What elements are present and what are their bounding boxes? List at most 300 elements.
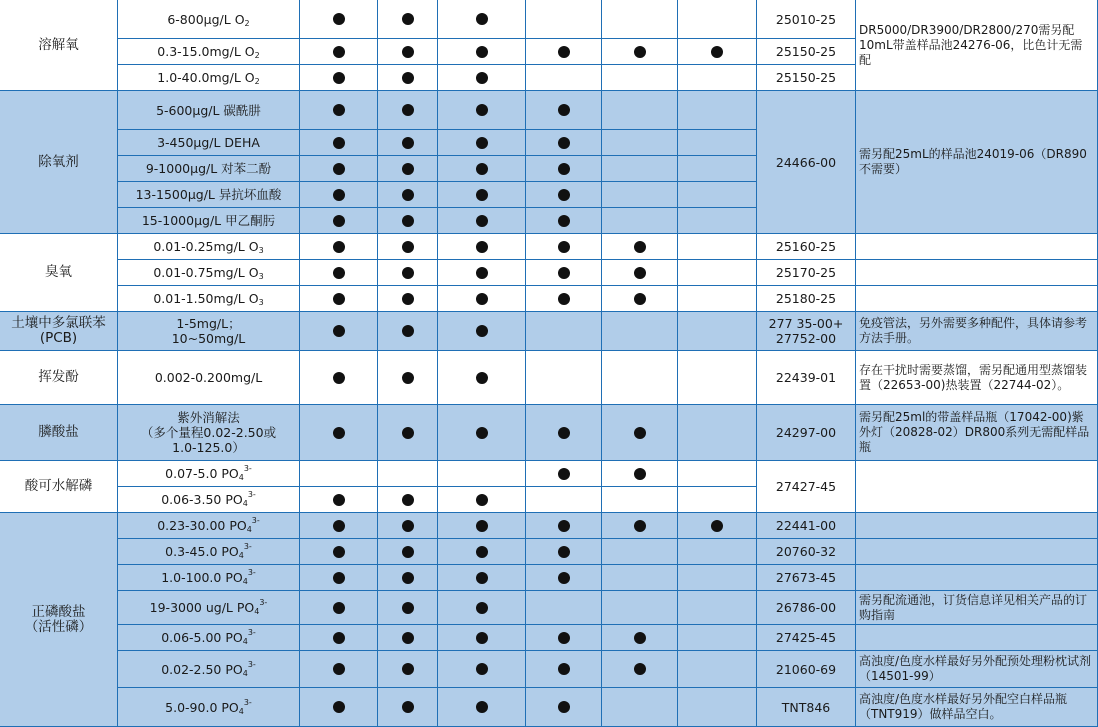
supported-dot-icon xyxy=(476,13,488,25)
subscript: 4 xyxy=(242,499,248,508)
instrument-cell xyxy=(300,286,378,312)
instrument-cell xyxy=(602,513,678,539)
note-cell xyxy=(856,260,1098,286)
superscript: 3- xyxy=(243,542,252,551)
range-text: 0.06-3.50 PO xyxy=(161,492,243,507)
catalog-number: 25180-25 xyxy=(775,291,837,306)
supported-dot-icon xyxy=(476,325,488,337)
range-cell xyxy=(118,539,300,565)
supported-dot-icon xyxy=(476,189,488,201)
instrument-cell xyxy=(678,312,757,351)
range-text: 13-1500µg/L 异抗坏血酸 xyxy=(135,187,282,202)
instrument-cell xyxy=(300,591,378,625)
superscript: 3- xyxy=(251,516,260,525)
instrument-cell xyxy=(678,208,757,234)
instrument-cell xyxy=(526,260,602,286)
instrument-cell xyxy=(678,130,757,156)
supported-dot-icon xyxy=(476,137,488,149)
note-cell xyxy=(856,591,1098,625)
supported-dot-icon xyxy=(402,137,414,149)
instrument-cell xyxy=(678,91,757,130)
instrument-cell xyxy=(300,91,378,130)
parameter-name: 酸可水解磷 xyxy=(24,478,93,494)
subscript: 4 xyxy=(246,525,252,534)
catalog-number-cell xyxy=(757,405,856,461)
catalog-number: TNT846 xyxy=(781,699,831,715)
instrument-cell xyxy=(602,39,678,65)
instrument-cell xyxy=(438,688,526,727)
instrument-cell xyxy=(300,651,378,688)
instrument-cell xyxy=(300,156,378,182)
range-cell xyxy=(118,351,300,405)
note-text: 存在干扰时需要蒸馏，需另配通用型蒸馏装置（22653-00)热装置（22744-02）。 xyxy=(859,362,1088,392)
supported-dot-icon xyxy=(476,546,488,558)
range-text: 15-1000µg/L 甲乙酮肟 xyxy=(141,213,276,228)
parameter-name: 臭氧 xyxy=(45,264,72,280)
catalog-number-cell xyxy=(757,688,856,727)
instrument-cell xyxy=(526,513,602,539)
note-cell xyxy=(856,351,1098,405)
instrument-cell xyxy=(602,688,678,727)
instrument-cell xyxy=(378,688,438,727)
instrument-cell xyxy=(378,461,438,487)
instrument-cell xyxy=(678,286,757,312)
superscript: 3- xyxy=(247,628,256,637)
parameter-cell xyxy=(0,351,118,405)
supported-dot-icon xyxy=(558,701,570,713)
parameter-cell xyxy=(0,405,118,461)
instrument-cell xyxy=(678,565,757,591)
supported-dot-icon xyxy=(476,632,488,644)
subscript: 3 xyxy=(258,272,264,281)
instrument-cell xyxy=(526,487,602,513)
catalog-number-cell xyxy=(757,539,856,565)
supported-dot-icon xyxy=(711,46,723,58)
range-text: 0.002-0.200mg/L xyxy=(154,370,263,385)
supported-dot-icon xyxy=(558,267,570,279)
superscript: 3- xyxy=(247,490,256,499)
instrument-cell xyxy=(378,260,438,286)
instrument-cell xyxy=(526,651,602,688)
supported-dot-icon xyxy=(402,602,414,614)
supported-dot-icon xyxy=(402,325,414,337)
instrument-cell xyxy=(678,234,757,260)
instrument-cell xyxy=(378,565,438,591)
parameter-name: 溶解氧 xyxy=(38,36,79,53)
instrument-cell xyxy=(438,286,526,312)
catalog-number-cell xyxy=(757,234,856,260)
range-text: 5.0-90.0 PO xyxy=(165,699,239,715)
instrument-cell xyxy=(378,591,438,625)
instrument-cell xyxy=(602,312,678,351)
instrument-cell xyxy=(526,688,602,727)
instrument-cell xyxy=(378,91,438,130)
range-cell xyxy=(118,182,300,208)
superscript: 3- xyxy=(247,659,256,669)
supported-dot-icon xyxy=(558,189,570,201)
range-text: 0.02-2.50 PO xyxy=(161,661,243,677)
instrument-cell xyxy=(602,65,678,91)
supported-dot-icon xyxy=(558,46,570,58)
instrument-cell xyxy=(438,591,526,625)
supported-dot-icon xyxy=(476,241,488,253)
supported-dot-icon xyxy=(333,293,345,305)
supported-dot-icon xyxy=(402,46,414,58)
supported-dot-icon xyxy=(333,46,345,58)
instrument-cell xyxy=(602,208,678,234)
subscript: 4 xyxy=(254,607,260,616)
range-text: 5-600µg/L 碳酰肼 xyxy=(156,102,261,118)
note-text: DR5000/DR3900/DR2800/270需另配10mL带盖样品池24276-06，比色计无需配 xyxy=(859,22,1083,67)
instrument-cell xyxy=(602,487,678,513)
supported-dot-icon xyxy=(402,663,414,675)
subscript: 2 xyxy=(244,18,250,28)
instrument-cell xyxy=(678,487,757,513)
supported-dot-icon xyxy=(476,372,488,384)
note-cell xyxy=(856,0,1098,91)
range-cell xyxy=(118,651,300,688)
range-text: 0.06-5.00 PO xyxy=(161,630,243,645)
supported-dot-icon xyxy=(402,372,414,384)
supported-dot-icon xyxy=(333,427,345,439)
supported-dot-icon xyxy=(476,46,488,58)
instrument-cell xyxy=(602,625,678,651)
instrument-cell xyxy=(438,156,526,182)
instrument-cell xyxy=(526,65,602,91)
supported-dot-icon xyxy=(634,427,646,439)
instrument-cell xyxy=(602,130,678,156)
instrument-cell xyxy=(678,351,757,405)
range-text: 0.01-1.50mg/L O xyxy=(153,291,259,306)
supported-dot-icon xyxy=(558,427,570,439)
instrument-cell xyxy=(438,625,526,651)
instrument-cell xyxy=(678,65,757,91)
range-cell xyxy=(118,487,300,513)
catalog-number-cell xyxy=(757,591,856,625)
supported-dot-icon xyxy=(634,468,646,480)
instrument-cell xyxy=(300,565,378,591)
instrument-cell xyxy=(678,513,757,539)
instrument-cell xyxy=(378,539,438,565)
catalog-number-cell xyxy=(757,286,856,312)
supported-dot-icon xyxy=(402,632,414,644)
catalog-number: 22439-01 xyxy=(775,370,837,385)
instrument-cell xyxy=(526,461,602,487)
range-cell xyxy=(118,625,300,651)
catalog-number: 27425-45 xyxy=(775,630,837,645)
range-text: 1.0-100.0 PO xyxy=(161,570,243,585)
instrument-cell xyxy=(378,39,438,65)
supported-dot-icon xyxy=(333,72,345,84)
subscript: 2 xyxy=(254,51,260,60)
supported-dot-icon xyxy=(333,189,345,201)
instrument-cell xyxy=(678,591,757,625)
supported-dot-icon xyxy=(333,267,345,279)
instrument-cell xyxy=(438,65,526,91)
note-text: 高浊度/色度水样最好另外配空白样品瓶（TNT919）做样品空白。 xyxy=(859,692,1068,721)
range-cell xyxy=(118,565,300,591)
instrument-cell xyxy=(438,208,526,234)
instrument-cell xyxy=(378,0,438,39)
instrument-cell xyxy=(678,539,757,565)
range-cell xyxy=(118,0,300,39)
supported-dot-icon xyxy=(402,520,414,532)
instrument-cell xyxy=(378,182,438,208)
supported-dot-icon xyxy=(333,663,345,675)
range-cell xyxy=(118,591,300,625)
instrument-cell xyxy=(438,651,526,688)
supported-dot-icon xyxy=(476,520,488,532)
parameter-cell xyxy=(0,312,118,351)
instrument-cell xyxy=(678,651,757,688)
instrument-cell xyxy=(602,461,678,487)
range-cell xyxy=(118,312,300,351)
subscript: 4 xyxy=(238,473,244,482)
supported-dot-icon xyxy=(402,189,414,201)
supported-dot-icon xyxy=(476,293,488,305)
catalog-number-cell xyxy=(757,565,856,591)
catalog-number: 27427-45 xyxy=(775,479,837,494)
supported-dot-icon xyxy=(634,293,646,305)
parameter-cell xyxy=(0,0,118,91)
instrument-cell xyxy=(378,513,438,539)
instrument-cell xyxy=(300,405,378,461)
instrument-cell xyxy=(526,208,602,234)
instrument-cell xyxy=(378,208,438,234)
note-cell xyxy=(856,405,1098,461)
instrument-cell xyxy=(300,130,378,156)
supported-dot-icon xyxy=(558,104,570,116)
instrument-cell xyxy=(378,625,438,651)
supported-dot-icon xyxy=(402,572,414,584)
instrument-cell xyxy=(602,405,678,461)
supported-dot-icon xyxy=(476,104,488,116)
supported-dot-icon xyxy=(476,215,488,227)
catalog-number-cell xyxy=(757,312,856,351)
subscript: 4 xyxy=(242,637,248,646)
catalog-number-cell xyxy=(757,260,856,286)
supported-dot-icon xyxy=(476,494,488,506)
supported-dot-icon xyxy=(333,137,345,149)
superscript: 3- xyxy=(243,697,252,707)
catalog-number: 25010-25 xyxy=(775,11,837,27)
instrument-cell xyxy=(438,312,526,351)
supported-dot-icon xyxy=(333,13,345,25)
range-cell xyxy=(118,688,300,727)
supported-dot-icon xyxy=(476,602,488,614)
note-cell xyxy=(856,688,1098,727)
instrument-cell xyxy=(300,625,378,651)
instrument-cell xyxy=(438,39,526,65)
instrument-cell xyxy=(526,312,602,351)
instrument-cell xyxy=(526,130,602,156)
instrument-cell xyxy=(678,0,757,39)
instrument-cell xyxy=(300,513,378,539)
instrument-cell xyxy=(378,405,438,461)
note-text: 高浊度/色度水样最好另外配预处理粉枕试剂（14501-99） xyxy=(859,654,1092,683)
range-cell xyxy=(118,234,300,260)
instrument-cell xyxy=(526,182,602,208)
instrument-cell xyxy=(526,286,602,312)
supported-dot-icon xyxy=(402,104,414,116)
parameter-cell xyxy=(0,513,118,727)
instrument-cell xyxy=(378,156,438,182)
parameter-cell xyxy=(0,91,118,234)
range-cell xyxy=(118,260,300,286)
range-text: 0.3-15.0mg/L O xyxy=(157,44,255,59)
range-text: 0.07-5.0 PO xyxy=(165,466,239,481)
instrument-cell xyxy=(300,39,378,65)
superscript: 3- xyxy=(247,568,256,577)
instrument-cell xyxy=(602,651,678,688)
catalog-number: 25160-25 xyxy=(775,239,837,254)
note-cell xyxy=(856,286,1098,312)
instrument-cell xyxy=(602,234,678,260)
note-text: 免疫管法，另外需要多种配件，具体请参考方法手册。 xyxy=(859,316,1088,345)
supported-dot-icon xyxy=(402,546,414,558)
supported-dot-icon xyxy=(476,163,488,175)
range-cell xyxy=(118,286,300,312)
supported-dot-icon xyxy=(402,293,414,305)
instrument-cell xyxy=(300,487,378,513)
instrument-cell xyxy=(378,65,438,91)
instrument-cell xyxy=(602,260,678,286)
parameter-name: 膦酸盐 xyxy=(38,424,79,440)
superscript: 3- xyxy=(259,598,268,607)
instrument-cell xyxy=(678,461,757,487)
instrument-cell xyxy=(300,688,378,727)
subscript: 3 xyxy=(258,246,264,255)
instrument-cell xyxy=(602,351,678,405)
supported-dot-icon xyxy=(476,663,488,675)
instrument-cell xyxy=(438,539,526,565)
instrument-cell xyxy=(678,625,757,651)
supported-dot-icon xyxy=(558,293,570,305)
supported-dot-icon xyxy=(333,215,345,227)
instrument-cell xyxy=(300,65,378,91)
supported-dot-icon xyxy=(402,13,414,25)
instrument-cell xyxy=(526,591,602,625)
catalog-number-cell xyxy=(757,351,856,405)
parameter-name: 除氧剂 xyxy=(38,153,79,170)
instrument-cell xyxy=(378,487,438,513)
instrument-cell xyxy=(526,234,602,260)
superscript: 3- xyxy=(243,464,252,473)
catalog-number-cell xyxy=(757,461,856,513)
subscript: 3 xyxy=(258,298,264,307)
range-text: 紫外消解法 （多个量程0.02-2.50或 1.0-125.0） xyxy=(140,410,277,455)
supported-dot-icon xyxy=(333,701,345,713)
catalog-number-cell xyxy=(757,0,856,39)
supported-dot-icon xyxy=(402,267,414,279)
note-cell xyxy=(856,234,1098,260)
instrument-cell xyxy=(300,234,378,260)
instrument-cell xyxy=(678,156,757,182)
instrument-cell xyxy=(678,405,757,461)
note-text: 需另配流通池，订货信息详见相关产品的订购指南 xyxy=(859,592,1088,622)
catalog-number: 21060-69 xyxy=(775,661,837,677)
instrument-cell xyxy=(602,182,678,208)
instrument-cell xyxy=(378,286,438,312)
instrument-cell xyxy=(526,156,602,182)
instrument-cell xyxy=(300,260,378,286)
supported-dot-icon xyxy=(402,241,414,253)
range-text: 1-5mg/L； 10~50mg/L xyxy=(171,316,246,346)
supported-dot-icon xyxy=(402,215,414,227)
instrument-cell xyxy=(438,260,526,286)
instrument-cell xyxy=(678,182,757,208)
catalog-number: 25170-25 xyxy=(775,265,837,280)
subscript: 4 xyxy=(242,668,248,678)
catalog-number: 22441-00 xyxy=(775,518,837,533)
instrument-cell xyxy=(378,651,438,688)
supported-dot-icon xyxy=(558,546,570,558)
supported-dot-icon xyxy=(558,520,570,532)
range-text: 0.01-0.75mg/L O xyxy=(153,265,259,280)
supported-dot-icon xyxy=(333,494,345,506)
catalog-number: 277 35-00+ 27752-00 xyxy=(768,316,844,346)
supported-dot-icon xyxy=(634,632,646,644)
supported-dot-icon xyxy=(402,494,414,506)
supported-dot-icon xyxy=(558,215,570,227)
instrument-cell xyxy=(602,91,678,130)
instrument-cell xyxy=(300,312,378,351)
range-cell xyxy=(118,405,300,461)
instrument-cell xyxy=(438,351,526,405)
supported-dot-icon xyxy=(333,520,345,532)
parameter-name: 挥发酚 xyxy=(38,369,79,385)
instrument-cell xyxy=(526,39,602,65)
instrument-cell xyxy=(526,351,602,405)
parameter-name: 土壤中多氯联苯 (PCB) xyxy=(11,315,106,346)
supported-dot-icon xyxy=(476,572,488,584)
instrument-cell xyxy=(300,208,378,234)
instrument-cell xyxy=(602,539,678,565)
supported-dot-icon xyxy=(402,427,414,439)
catalog-number-cell xyxy=(757,513,856,539)
supported-dot-icon xyxy=(634,267,646,279)
instrument-cell xyxy=(602,286,678,312)
range-text: 9-1000µg/L 对苯二酚 xyxy=(145,161,272,176)
range-text: 0.01-0.25mg/L O xyxy=(153,239,259,254)
catalog-number-cell xyxy=(757,39,856,65)
note-text: 需另配25mL的样品池24019-06（DR890不需要） xyxy=(859,147,1087,176)
supported-dot-icon xyxy=(333,325,345,337)
supported-dot-icon xyxy=(333,241,345,253)
range-cell xyxy=(118,156,300,182)
supported-dot-icon xyxy=(333,546,345,558)
catalog-number: 25150-25 xyxy=(775,44,837,59)
instrument-cell xyxy=(526,625,602,651)
instrument-cell xyxy=(300,351,378,405)
catalog-number-cell xyxy=(757,651,856,688)
supported-dot-icon xyxy=(333,372,345,384)
range-text: 1.0-40.0mg/L O xyxy=(157,70,255,85)
instrument-cell xyxy=(678,688,757,727)
supported-dot-icon xyxy=(333,163,345,175)
supported-dot-icon xyxy=(558,663,570,675)
note-cell xyxy=(856,539,1098,565)
instrument-cell xyxy=(438,565,526,591)
instrument-cell xyxy=(438,130,526,156)
note-cell xyxy=(856,312,1098,351)
supported-dot-icon xyxy=(476,701,488,713)
supported-dot-icon xyxy=(634,46,646,58)
supported-dot-icon xyxy=(333,572,345,584)
subscript: 4 xyxy=(238,551,244,560)
instrument-cell xyxy=(438,91,526,130)
instrument-cell xyxy=(602,565,678,591)
